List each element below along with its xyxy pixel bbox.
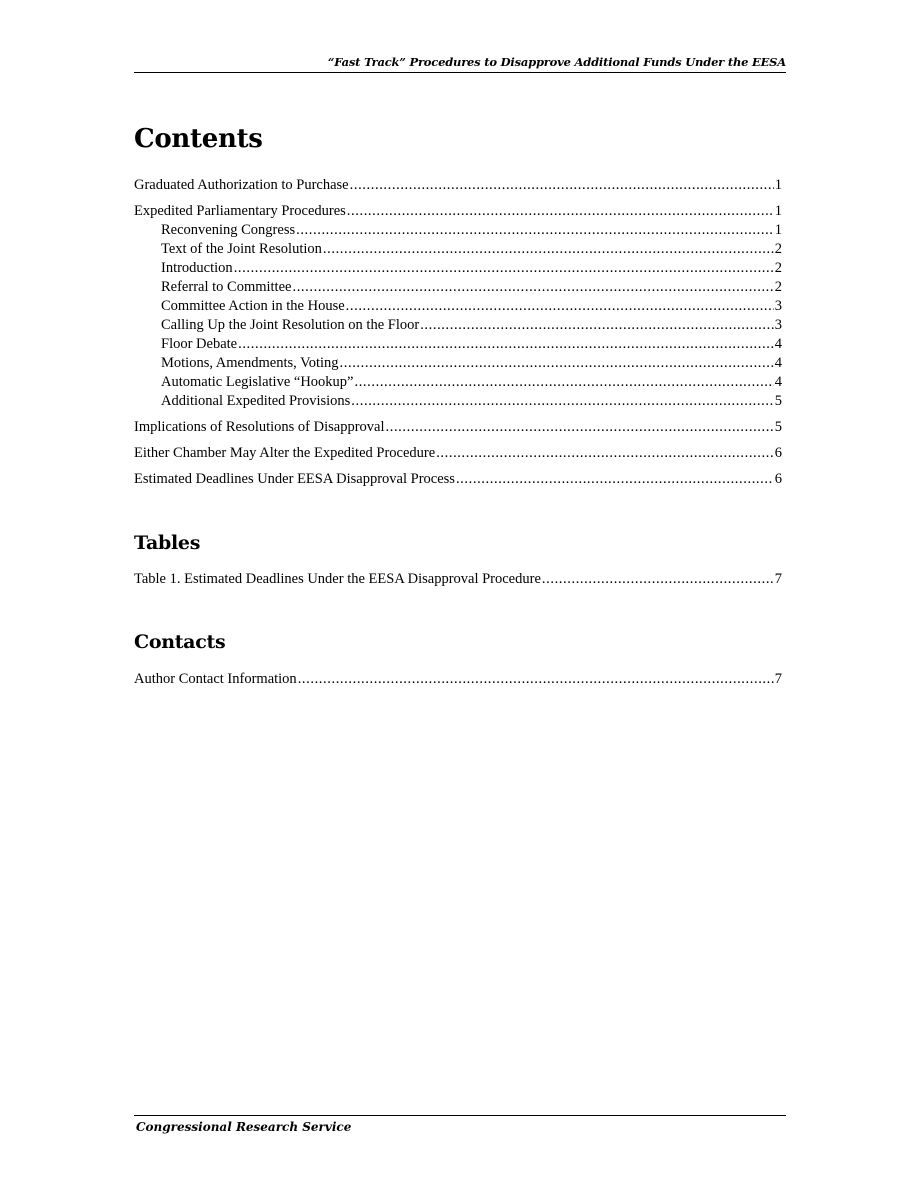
toc-entry[interactable]: [134, 670, 782, 689]
dot-leader: [296, 221, 774, 240]
toc-entry-page: 1: [774, 203, 782, 219]
toc-entry-page: 5: [774, 393, 782, 409]
tables-list: [134, 570, 782, 589]
toc-subentry[interactable]: [134, 278, 782, 297]
dot-leader: [436, 444, 774, 463]
header-rule: [134, 72, 786, 73]
toc-entry-page: 2: [774, 241, 782, 257]
toc-entry-title: Expedited Parliamentary Procedures: [134, 203, 346, 219]
toc-entry-title: Additional Expedited Provisions: [161, 393, 351, 409]
toc-subentry[interactable]: [134, 335, 782, 354]
contacts-heading: Contacts: [134, 631, 226, 653]
toc-entry[interactable]: [134, 470, 782, 489]
dot-leader: [386, 418, 774, 437]
toc-entry-title: Reconvening Congress: [161, 222, 296, 238]
toc-entry-title: Implications of Resolutions of Disapproval: [134, 419, 385, 435]
toc-subentry[interactable]: [134, 221, 782, 240]
tables-heading: Tables: [134, 532, 201, 554]
dot-leader: [292, 278, 773, 297]
toc-entry-title: Either Chamber May Alter the Expedited Procedure: [134, 445, 436, 461]
toc-entry-title: Motions, Amendments, Voting: [161, 355, 339, 371]
toc-entry-page: 2: [774, 279, 782, 295]
toc-subentry[interactable]: [134, 392, 782, 411]
contents-list: [134, 176, 782, 489]
toc-entry[interactable]: [134, 176, 782, 195]
toc-entry[interactable]: [134, 202, 782, 221]
toc-entry-title: Introduction: [161, 260, 233, 276]
toc-entry-page: 1: [774, 222, 782, 238]
toc-entry-title: Calling Up the Joint Resolution on the Floor: [161, 317, 420, 333]
toc-entry-page: 6: [774, 471, 782, 487]
toc-entry-title: Estimated Deadlines Under EESA Disapproval Process: [134, 471, 455, 487]
toc-entry-page: 6: [774, 445, 782, 461]
dot-leader: [323, 240, 774, 259]
dot-leader: [238, 335, 774, 354]
dot-leader: [354, 373, 773, 392]
toc-entry[interactable]: [134, 418, 782, 437]
footer-publisher: Congressional Research Service: [136, 1120, 352, 1134]
toc-entry-page: 4: [774, 355, 782, 371]
toc-subentry[interactable]: [134, 316, 782, 335]
toc-entry-page: 5: [774, 419, 782, 435]
toc-entry-title: Referral to Committee: [161, 279, 292, 295]
toc-entry-page: 3: [774, 298, 782, 314]
dot-leader: [346, 297, 774, 316]
dot-leader: [542, 570, 774, 589]
dot-leader: [298, 670, 774, 689]
toc-subentry[interactable]: [134, 354, 782, 373]
toc-entry-title: Automatic Legislative “Hookup”: [161, 374, 354, 390]
toc-entry-page: 1: [774, 177, 782, 193]
toc-entry[interactable]: [134, 444, 782, 463]
toc-subentry[interactable]: [134, 373, 782, 392]
dot-leader: [340, 354, 774, 373]
toc-entry[interactable]: [134, 570, 782, 589]
footer-rule: [134, 1115, 786, 1116]
toc-entry-title: Author Contact Information: [134, 671, 297, 687]
toc-entry-page: 2: [774, 260, 782, 276]
dot-leader: [420, 316, 774, 335]
toc-subentry[interactable]: [134, 240, 782, 259]
toc-subentry[interactable]: [134, 297, 782, 316]
toc-subentry[interactable]: [134, 259, 782, 278]
toc-entry-page: 4: [774, 336, 782, 352]
dot-leader: [234, 259, 774, 278]
toc-entry-title: Committee Action in the House: [161, 298, 345, 314]
toc-entry-title: Table 1. Estimated Deadlines Under the EESA Disapproval Procedure: [134, 571, 541, 587]
toc-entry-page: 4: [774, 374, 782, 390]
running-header: “Fast Track” Procedures to Disapprove Additional Funds Under the EESA: [327, 55, 786, 69]
toc-entry-title: Floor Debate: [161, 336, 238, 352]
toc-entry-title: Text of the Joint Resolution: [161, 241, 322, 257]
contacts-list: [134, 670, 782, 689]
toc-entry-page: 7: [774, 671, 782, 687]
contents-heading: Contents: [134, 124, 263, 154]
dot-leader: [456, 470, 774, 489]
dot-leader: [350, 176, 774, 195]
toc-entry-page: 3: [774, 317, 782, 333]
dot-leader: [347, 202, 774, 221]
dot-leader: [351, 392, 773, 411]
toc-entry-page: 7: [774, 571, 782, 587]
toc-entry-title: Graduated Authorization to Purchase: [134, 177, 349, 193]
